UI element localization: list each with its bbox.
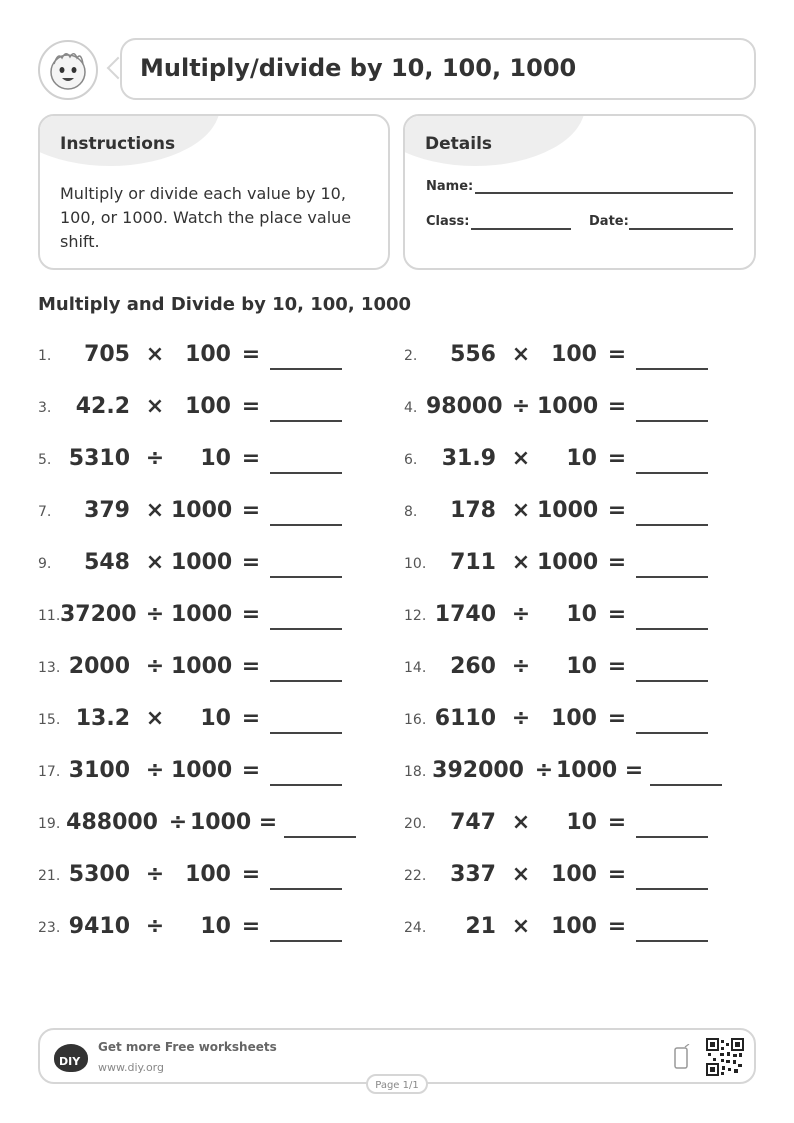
- problem-operand-a: 260: [450, 654, 496, 679]
- problem-number: 9.: [38, 556, 52, 572]
- problem-equals: =: [607, 342, 627, 367]
- problem-operand-a: 13.2: [75, 706, 130, 731]
- problem-operator: ÷: [511, 394, 531, 419]
- problem-number: 2.: [404, 348, 418, 364]
- problem-operator: ×: [511, 498, 531, 523]
- problem-operand-b: 1000: [537, 550, 599, 575]
- answer-line[interactable]: [636, 472, 708, 474]
- problem-operand-b: 100: [185, 862, 231, 887]
- name-field[interactable]: [475, 192, 733, 194]
- problem-number: 5.: [38, 452, 52, 468]
- problem-operand-a: 711: [450, 550, 496, 575]
- problem-item: [404, 756, 764, 786]
- problem-operand-b: 10: [200, 706, 231, 731]
- problem-operand-a: 6110: [434, 706, 496, 731]
- problem-operator: ×: [511, 914, 531, 939]
- date-label: Date:: [589, 214, 629, 229]
- problem-item: [38, 756, 398, 786]
- problem-operand-a: 337: [450, 862, 496, 887]
- problem-number: 20.: [404, 816, 427, 832]
- problem-operand-b: 100: [551, 342, 597, 367]
- problem-equals: =: [241, 758, 261, 783]
- problem-operator: ×: [145, 342, 165, 367]
- details-heading: Details: [425, 134, 493, 154]
- answer-line[interactable]: [284, 836, 356, 838]
- problem-number: 23.: [38, 920, 61, 936]
- problem-item: [404, 496, 764, 526]
- problem-number: 1.: [38, 348, 52, 364]
- problem-equals: =: [607, 914, 627, 939]
- problem-equals: =: [607, 602, 627, 627]
- problem-equals: =: [607, 550, 627, 575]
- problem-item: [38, 340, 398, 370]
- problem-equals: =: [241, 550, 261, 575]
- answer-line[interactable]: [270, 784, 342, 786]
- answer-line[interactable]: [636, 576, 708, 578]
- problem-item: [404, 548, 764, 578]
- problem-operand-a: 548: [84, 550, 130, 575]
- problem-equals: =: [607, 706, 627, 731]
- problem-item: [404, 704, 764, 734]
- problem-operator: ×: [145, 706, 165, 731]
- problem-number: 24.: [404, 920, 427, 936]
- answer-line[interactable]: [270, 524, 342, 526]
- answer-line[interactable]: [636, 368, 708, 370]
- page-indicator: Page 1/1: [366, 1074, 428, 1094]
- problem-operator: ÷: [145, 602, 165, 627]
- class-label: Class:: [426, 214, 470, 229]
- problem-number: 11.: [38, 608, 61, 624]
- problem-number: 3.: [38, 400, 52, 416]
- problem-item: [404, 340, 764, 370]
- answer-line[interactable]: [650, 784, 722, 786]
- problem-item: [38, 912, 398, 942]
- problem-number: 6.: [404, 452, 418, 468]
- problem-operand-a: 705: [84, 342, 130, 367]
- class-field[interactable]: [471, 228, 571, 230]
- problem-operand-b: 10: [200, 446, 231, 471]
- problem-equals: =: [241, 342, 261, 367]
- problem-equals: =: [607, 446, 627, 471]
- problem-operand-b: 1000: [190, 810, 252, 835]
- problem-operator: ÷: [145, 654, 165, 679]
- problem-operand-a: 178: [450, 498, 496, 523]
- problem-item: [38, 548, 398, 578]
- problem-operand-a: 747: [450, 810, 496, 835]
- problem-operator: ÷: [511, 654, 531, 679]
- problem-number: 18.: [404, 764, 427, 780]
- problem-operator: ÷: [511, 706, 531, 731]
- problem-item: [404, 652, 764, 682]
- problem-equals: =: [258, 810, 278, 835]
- problem-item: [404, 444, 764, 474]
- answer-line[interactable]: [270, 888, 342, 890]
- problem-item: [404, 808, 764, 838]
- problem-operand-b: 10: [200, 914, 231, 939]
- problem-item: [38, 392, 398, 422]
- problem-item: [38, 652, 398, 682]
- phone-icon: [674, 1044, 690, 1070]
- problem-item: [38, 808, 398, 838]
- footer-url[interactable]: www.diy.org: [98, 1061, 164, 1074]
- instructions-text: Multiply or divide each value by 10, 100, or 1000. Watch the place value shift.: [60, 184, 352, 251]
- answer-line[interactable]: [270, 940, 342, 942]
- problem-item: [404, 860, 764, 890]
- problem-equals: =: [241, 862, 261, 887]
- problem-operator: ÷: [145, 446, 165, 471]
- title-box: [120, 38, 756, 100]
- problem-operator: ×: [145, 550, 165, 575]
- problem-operator: ÷: [168, 810, 188, 835]
- problem-number: 14.: [404, 660, 427, 676]
- problem-operand-b: 1000: [171, 654, 233, 679]
- problem-operand-b: 1000: [556, 758, 618, 783]
- problem-operand-a: 5310: [68, 446, 130, 471]
- problem-equals: =: [241, 446, 261, 471]
- problem-operand-b: 1000: [537, 498, 599, 523]
- problem-operator: ×: [511, 550, 531, 575]
- problem-operand-b: 100: [185, 394, 231, 419]
- problem-operator: ×: [145, 498, 165, 523]
- problem-operator: ÷: [534, 758, 554, 783]
- problem-operand-b: 10: [566, 654, 597, 679]
- problem-operand-a: 2000: [68, 654, 130, 679]
- answer-line[interactable]: [270, 628, 342, 630]
- problem-item: [404, 392, 764, 422]
- qr-code-icon[interactable]: [706, 1038, 744, 1076]
- answer-line[interactable]: [270, 680, 342, 682]
- problem-number: 12.: [404, 608, 427, 624]
- problem-operand-a: 37200: [60, 602, 137, 627]
- problem-operator: ×: [511, 862, 531, 887]
- problem-operand-a: 379: [84, 498, 130, 523]
- problem-operand-b: 10: [566, 446, 597, 471]
- problem-operand-a: 392000: [432, 758, 524, 783]
- problem-operand-b: 1000: [171, 498, 233, 523]
- problem-operand-b: 1000: [171, 758, 233, 783]
- problem-number: 10.: [404, 556, 427, 572]
- problem-operand-b: 100: [185, 342, 231, 367]
- problem-number: 4.: [404, 400, 418, 416]
- problem-number: 17.: [38, 764, 61, 780]
- answer-line[interactable]: [636, 420, 708, 422]
- section-title: Multiply and Divide by 10, 100, 1000: [38, 294, 412, 315]
- problem-operand-a: 1740: [434, 602, 496, 627]
- problem-equals: =: [607, 498, 627, 523]
- problem-operand-b: 100: [551, 706, 597, 731]
- problem-operand-a: 488000: [66, 810, 158, 835]
- answer-line[interactable]: [270, 420, 342, 422]
- problem-operand-a: 98000: [426, 394, 503, 419]
- problem-operand-b: 1000: [171, 602, 233, 627]
- problem-operand-a: 42.2: [75, 394, 130, 419]
- answer-line[interactable]: [270, 472, 342, 474]
- problem-operator: ×: [511, 342, 531, 367]
- mascot-avatar-icon: [38, 40, 98, 100]
- details-panel: [403, 114, 756, 270]
- problem-equals: =: [241, 394, 261, 419]
- problem-number: 13.: [38, 660, 61, 676]
- answer-line[interactable]: [636, 888, 708, 890]
- problem-equals: =: [241, 914, 261, 939]
- problem-number: 15.: [38, 712, 61, 728]
- problem-number: 16.: [404, 712, 427, 728]
- problem-number: 8.: [404, 504, 418, 520]
- problem-operand-b: 1000: [537, 394, 599, 419]
- problem-number: 21.: [38, 868, 61, 884]
- problem-number: 19.: [38, 816, 61, 832]
- answer-line[interactable]: [636, 732, 708, 734]
- date-field[interactable]: [629, 228, 733, 230]
- logo-text: DIY: [59, 1055, 81, 1068]
- instructions-heading: Instructions: [60, 134, 176, 154]
- answer-line[interactable]: [636, 680, 708, 682]
- answer-line[interactable]: [636, 940, 708, 942]
- problem-operator: ×: [511, 810, 531, 835]
- problem-equals: =: [241, 654, 261, 679]
- problem-operand-a: 3100: [68, 758, 130, 783]
- problem-operator: ÷: [145, 914, 165, 939]
- problem-item: [404, 912, 764, 942]
- problem-item: [38, 496, 398, 526]
- problem-equals: =: [241, 602, 261, 627]
- problem-item: [38, 860, 398, 890]
- problem-equals: =: [607, 654, 627, 679]
- problem-operand-a: 5300: [68, 862, 130, 887]
- problem-operator: ÷: [145, 758, 165, 783]
- problem-operator: ×: [145, 394, 165, 419]
- problem-operand-a: 9410: [68, 914, 130, 939]
- problem-equals: =: [241, 706, 261, 731]
- answer-line[interactable]: [270, 576, 342, 578]
- problem-item: [38, 444, 398, 474]
- answer-line[interactable]: [636, 836, 708, 838]
- problem-operator: ÷: [145, 862, 165, 887]
- problem-operator: ×: [511, 446, 531, 471]
- problem-item: [38, 704, 398, 734]
- problem-operator: ÷: [511, 602, 531, 627]
- problem-item: [38, 600, 398, 630]
- problem-operand-b: 100: [551, 914, 597, 939]
- answer-line[interactable]: [636, 524, 708, 526]
- problem-equals: =: [624, 758, 644, 783]
- problem-operand-b: 10: [566, 810, 597, 835]
- problem-equals: =: [607, 810, 627, 835]
- answer-line[interactable]: [270, 368, 342, 370]
- problem-operand-b: 1000: [171, 550, 233, 575]
- problem-equals: =: [607, 394, 627, 419]
- problem-operand-b: 10: [566, 602, 597, 627]
- problem-operand-a: 556: [450, 342, 496, 367]
- problem-number: 7.: [38, 504, 52, 520]
- problem-operand-a: 31.9: [441, 446, 496, 471]
- problem-equals: =: [241, 498, 261, 523]
- diy-logo-icon: [54, 1044, 88, 1072]
- problem-number: 22.: [404, 868, 427, 884]
- footer-title: Get more Free worksheets: [98, 1040, 277, 1054]
- problem-equals: =: [607, 862, 627, 887]
- problem-operand-b: 100: [551, 862, 597, 887]
- problem-operand-a: 21: [465, 914, 496, 939]
- answer-line[interactable]: [636, 628, 708, 630]
- instructions-panel: [38, 114, 390, 270]
- page-title: Multiply/divide by 10, 100, 1000: [140, 54, 577, 82]
- name-label: Name:: [426, 179, 474, 194]
- answer-line[interactable]: [270, 732, 342, 734]
- problem-item: [404, 600, 764, 630]
